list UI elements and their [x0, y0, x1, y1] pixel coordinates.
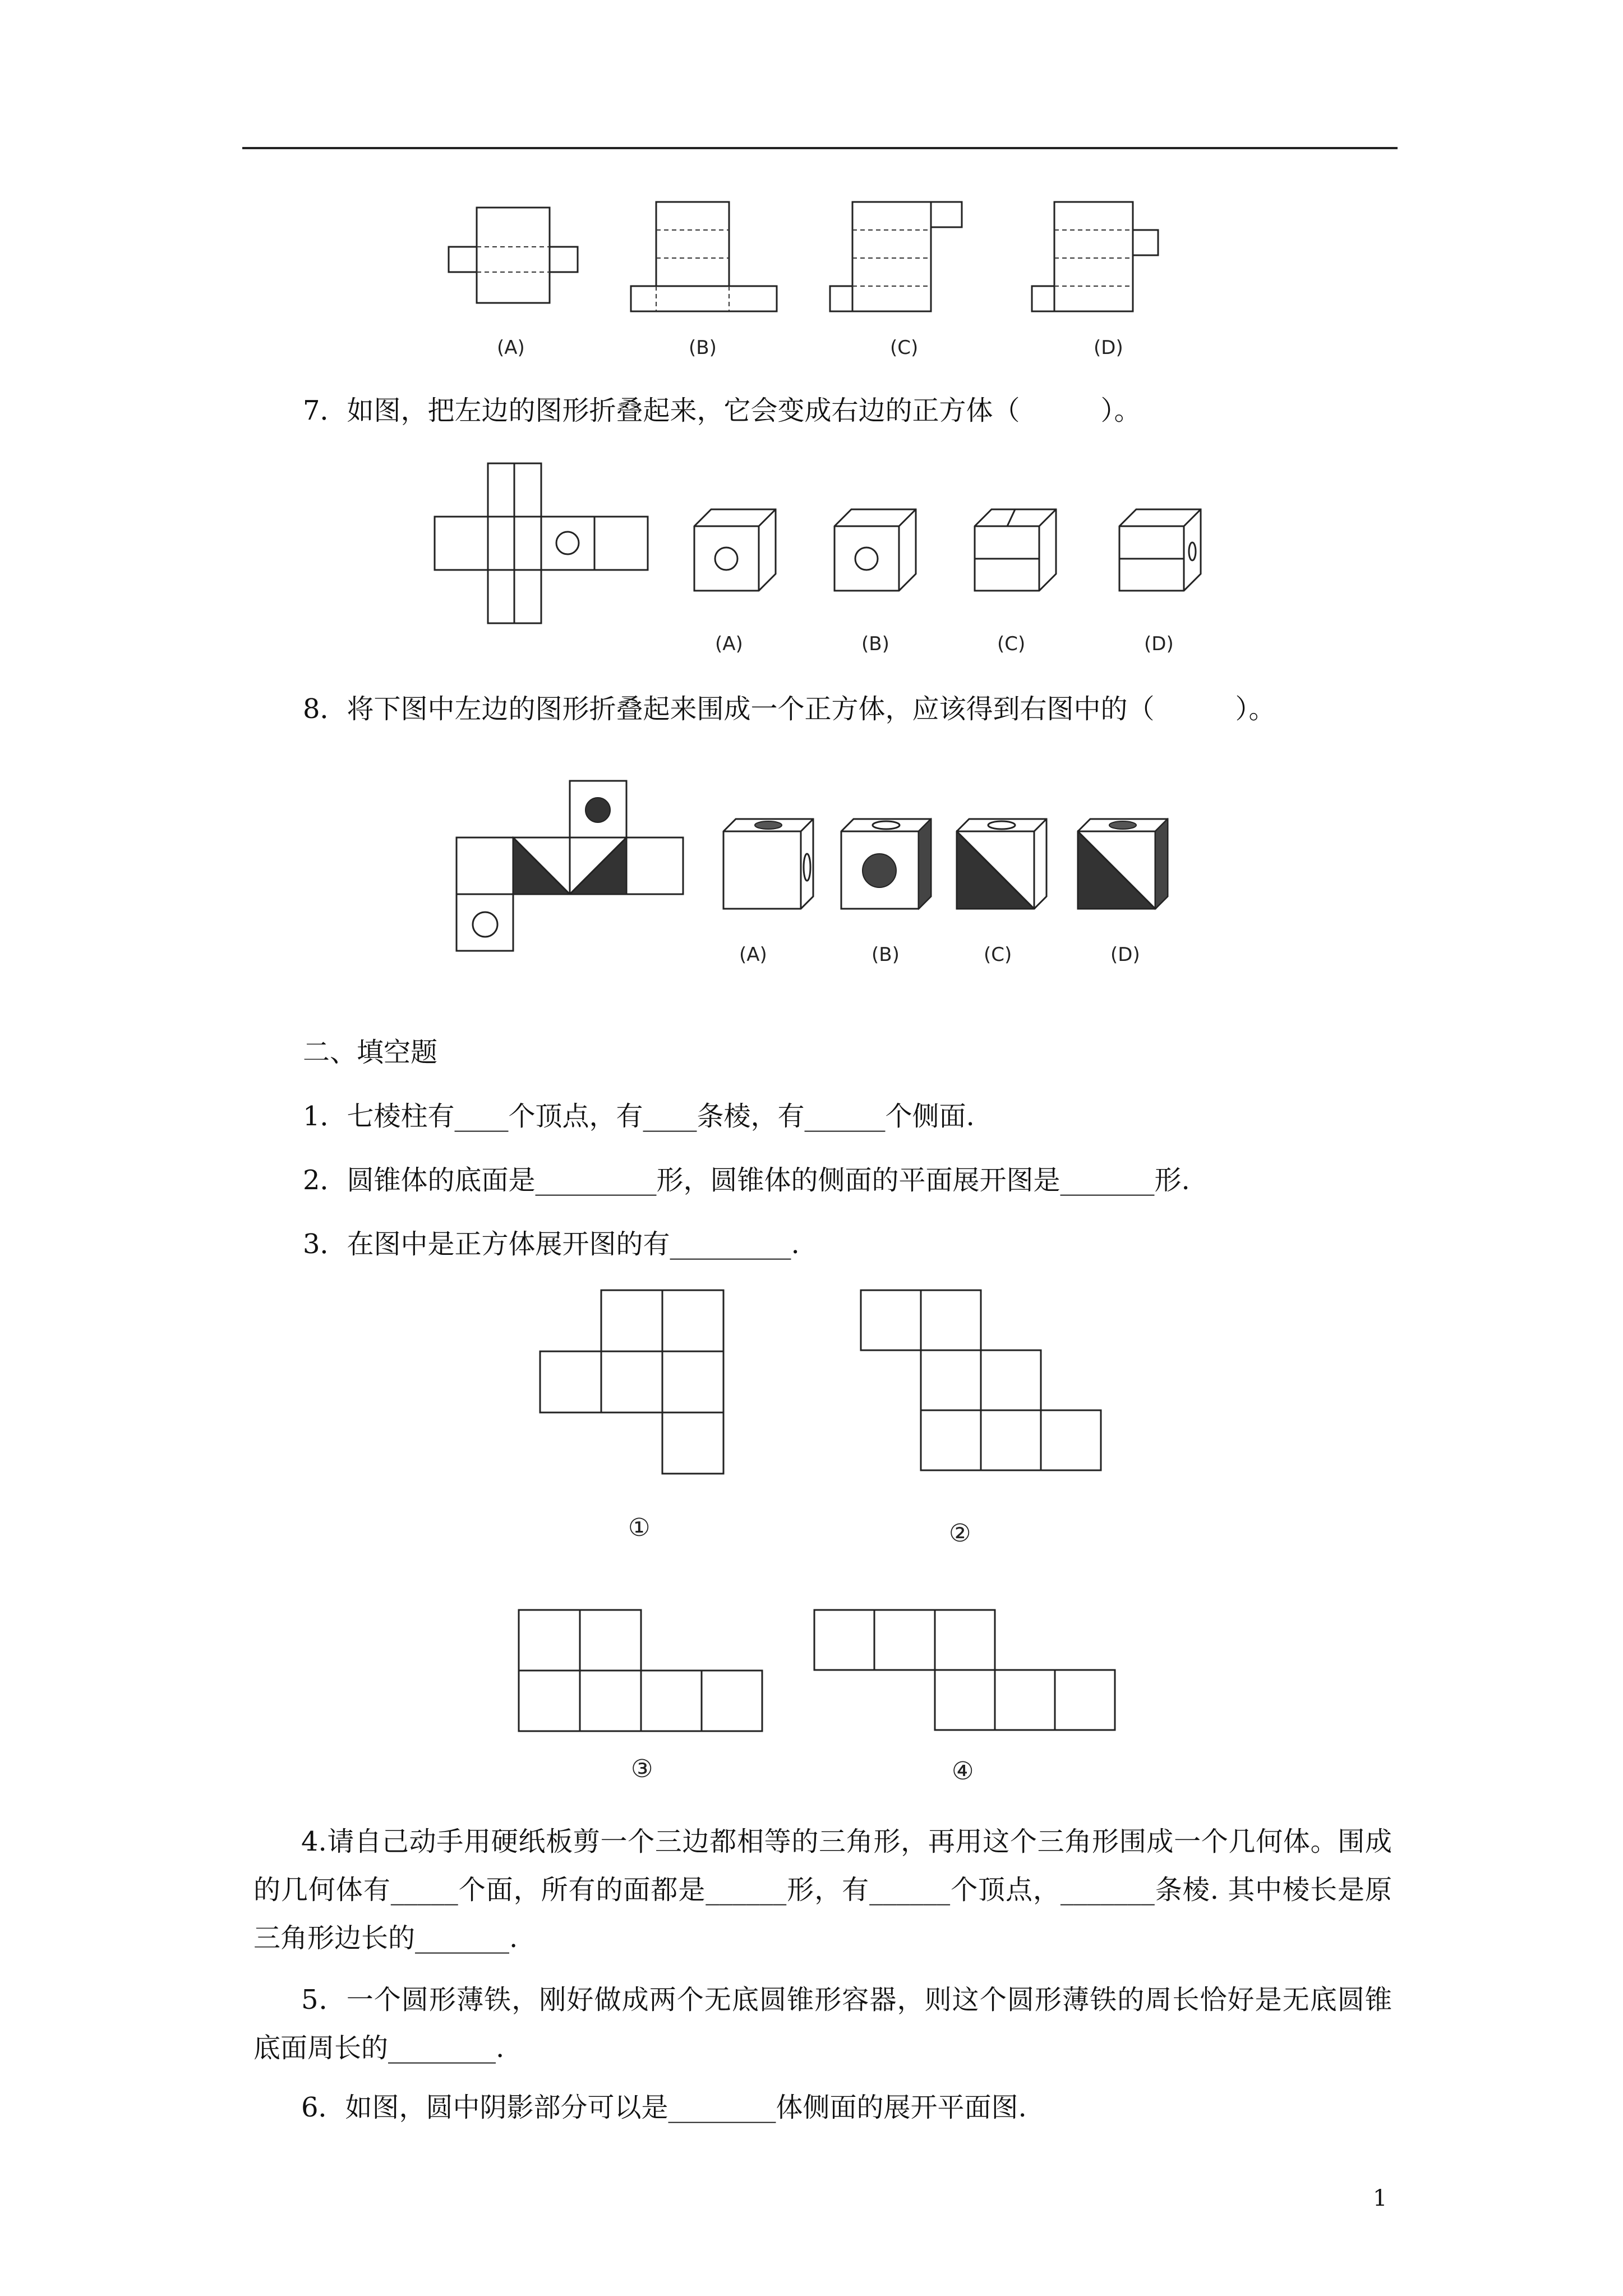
q8-option-b-label: (B)	[872, 944, 900, 966]
page-number: 1	[1373, 2185, 1387, 2211]
q8-option-c-label: (C)	[984, 944, 1012, 966]
q8-question: 8．将下图中左边的图形折叠起来围成一个正方体，应该得到右图中的（ ）。	[303, 693, 1276, 725]
q8-option-a-cube	[723, 819, 816, 912]
q8-option-b-cube	[841, 819, 934, 912]
q3-net-4	[814, 1610, 1117, 1733]
q7-question: 7．如图，把左边的图形折叠起来，它会变成右边的正方体（ ）。	[303, 395, 1141, 426]
section2-q6: 6．如图，圆中阴影部分可以是________体侧面的展开平面图.	[301, 2092, 1027, 2123]
section2-title: 二、填空题	[303, 1037, 438, 1068]
q7-option-b-label: (B)	[861, 633, 889, 655]
section2-q3: 3．在图中是正方体展开图的有_________.	[303, 1228, 800, 1260]
q6-option-b-label: (B)	[689, 337, 717, 359]
q8-net-figure	[457, 781, 683, 955]
q7-option-b-cube	[834, 509, 919, 593]
section2-q5: 5．一个圆形薄铁，刚好做成两个无底圆锥形容器，则这个圆形薄铁的周长恰好是无底圆锥底面周长的________.	[253, 1984, 1392, 2064]
q6-option-c-label: (C)	[890, 337, 919, 359]
q7-option-c-cube	[975, 509, 1059, 593]
q3-net-2-label: ②	[949, 1519, 971, 1548]
q7-option-c-label: (C)	[997, 633, 1026, 655]
q3-net-1-label: ①	[628, 1513, 651, 1542]
q8-option-c-cube	[957, 819, 1049, 912]
q7-net-figure	[435, 463, 648, 623]
q3-net-3	[519, 1610, 763, 1733]
section2-q2: 2．圆锥体的底面是_________形，圆锥体的侧面的平面展开图是_______形.	[303, 1165, 1190, 1196]
q7-option-a-label: (A)	[715, 633, 743, 655]
q6-option-d-label: (D)	[1094, 337, 1123, 359]
q6-figure-b	[631, 202, 777, 311]
q8-option-d-label: (D)	[1110, 944, 1140, 966]
q6-figure-d	[1032, 202, 1183, 311]
q7-option-d-label: (D)	[1144, 633, 1174, 655]
q8-option-a-label: (A)	[739, 944, 767, 966]
section2-q1: 1．七棱柱有____个顶点，有____条棱，有______个侧面.	[303, 1101, 975, 1132]
q3-net-2	[861, 1290, 1102, 1474]
q6-figure-c	[830, 202, 981, 311]
header-rule	[242, 147, 1398, 149]
section2-q4: 4.请自己动手用硬纸板剪一个三边都相等的三角形，再用这个三角形围成一个几何体。围成的几何体有_____个面，所有的面都是______形，有______个顶点，_______条棱. 其中棱长是原三角形边长的_______.	[253, 1826, 1392, 1954]
q7-option-a-cube	[694, 509, 778, 593]
q8-option-d-cube	[1078, 819, 1170, 912]
q6-option-a-label: (A)	[497, 337, 525, 359]
q3-net-3-label: ③	[631, 1755, 653, 1783]
q6-figure-a	[449, 208, 578, 309]
q7-option-d-cube	[1119, 509, 1204, 593]
q3-net-1	[540, 1290, 724, 1474]
q3-net-4-label: ④	[952, 1757, 974, 1786]
